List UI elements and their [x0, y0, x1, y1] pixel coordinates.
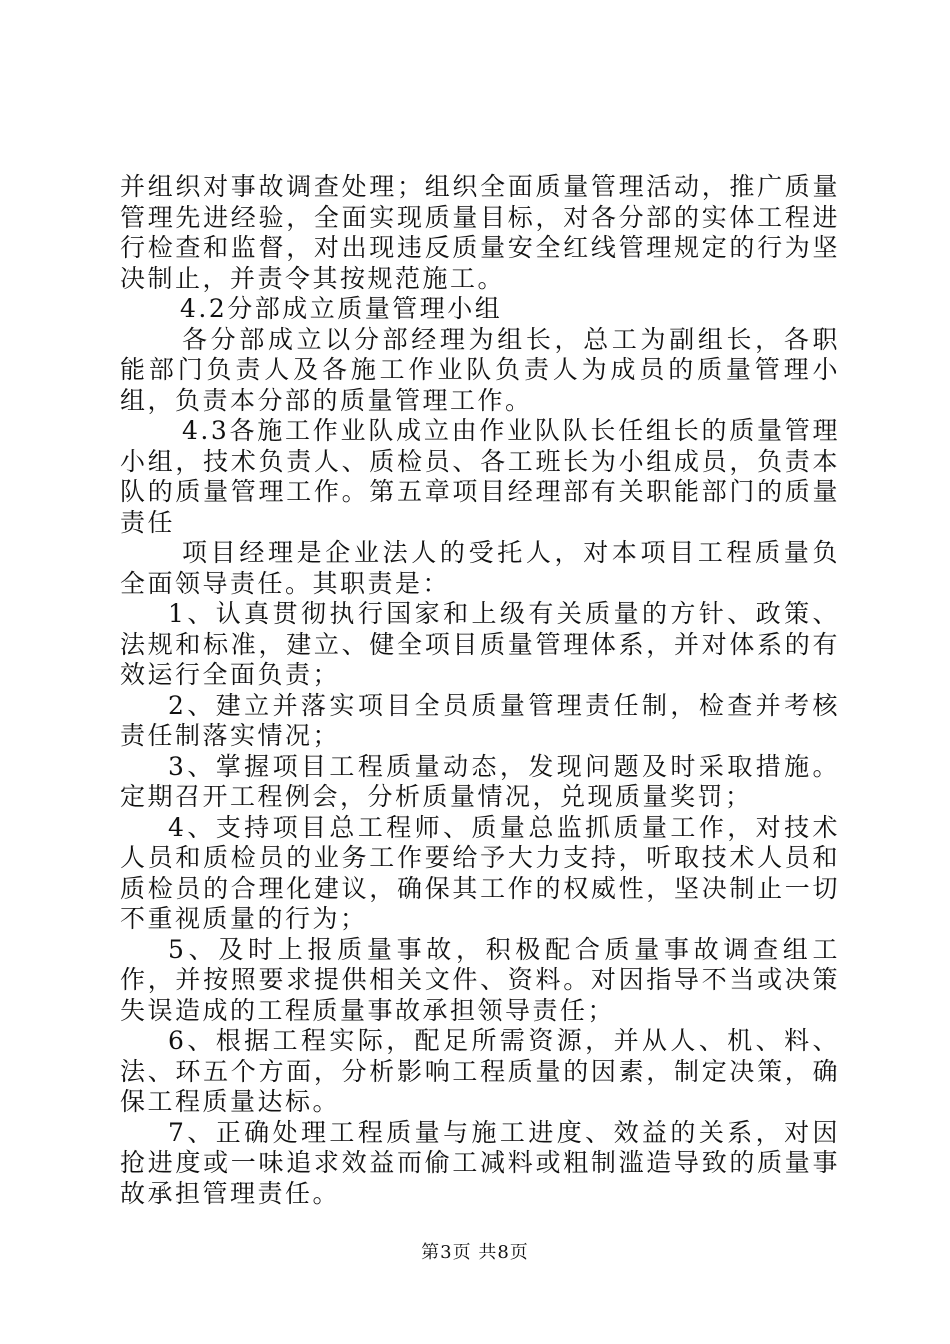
list-item-5: 5、及时上报质量事故，积极配合质量事故调查组工作，并按照要求提供相关文件、资料。对因指导不当或决策失误造成的工程质量事故承担领导责任；: [120, 934, 840, 1025]
section-heading-4-2: 4.2分部成立质量管理小组: [180, 294, 503, 323]
paragraph-continuation: 并组织对事故调查处理；组织全面质量管理活动，推广质量管理先进经验，全面实现质量目标，对各分部的实体工程进行检查和监督，对出现违反质量安全红线管理规定的行为坚决制止，并责令其按规范施工。: [120, 172, 840, 293]
list-item-1: 1、认真贯彻执行国家和上级有关质量的方针、政策、法规和标准，建立、健全项目质量管理体系，并对体系的有效运行全面负责；: [120, 599, 840, 689]
paragraph-4-3: 4.3各施工作业队成立由作业队队长任组长的质量管理小组，技术负责人、质检员、各工班长为小组成员，负责本队的质量管理工作。第五章项目经理部有关职能部门的质量责任: [120, 416, 840, 537]
list-item-3: 3、掌握项目工程质量动态，发现问题及时采取措施。定期召开工程例会，分析质量情况，兑现质量奖罚；: [120, 751, 840, 811]
list-item-4: 4、支持项目总工程师、质量总监抓质量工作，对技术人员和质检员的业务工作要给予大力支持，听取技术人员和质检员的合理化建议，确保其工作的权威性，坚决制止一切不重视质量的行为；: [120, 812, 840, 933]
document-body: [120, 172, 840, 1209]
paragraph-4-2-body: 各分部成立以分部经理为组长，总工为副组长，各职能部门负责人及各施工作业队负责人为成员的质量管理小组，负责本分部的质量管理工作。: [120, 324, 840, 415]
list-item-2: 2、建立并落实项目全员质量管理责任制，检查并考核责任制落实情况；: [120, 690, 840, 750]
list-item-6: 6、根据工程实际，配足所需资源，并从人、机、料、法、环五个方面，分析影响工程质量的因素，制定决策，确保工程质量达标。: [120, 1026, 840, 1116]
paragraph-project-manager: 项目经理是企业法人的受托人，对本项目工程质量负全面领导责任。其职责是：: [120, 538, 840, 598]
page-number-footer: 第3页 共8页: [421, 1242, 529, 1263]
list-item-7: 7、正确处理工程质量与施工进度、效益的关系，对因抢进度或一味追求效益而偷工减料或粗制滥造导致的质量事故承担管理责任。: [120, 1117, 840, 1208]
